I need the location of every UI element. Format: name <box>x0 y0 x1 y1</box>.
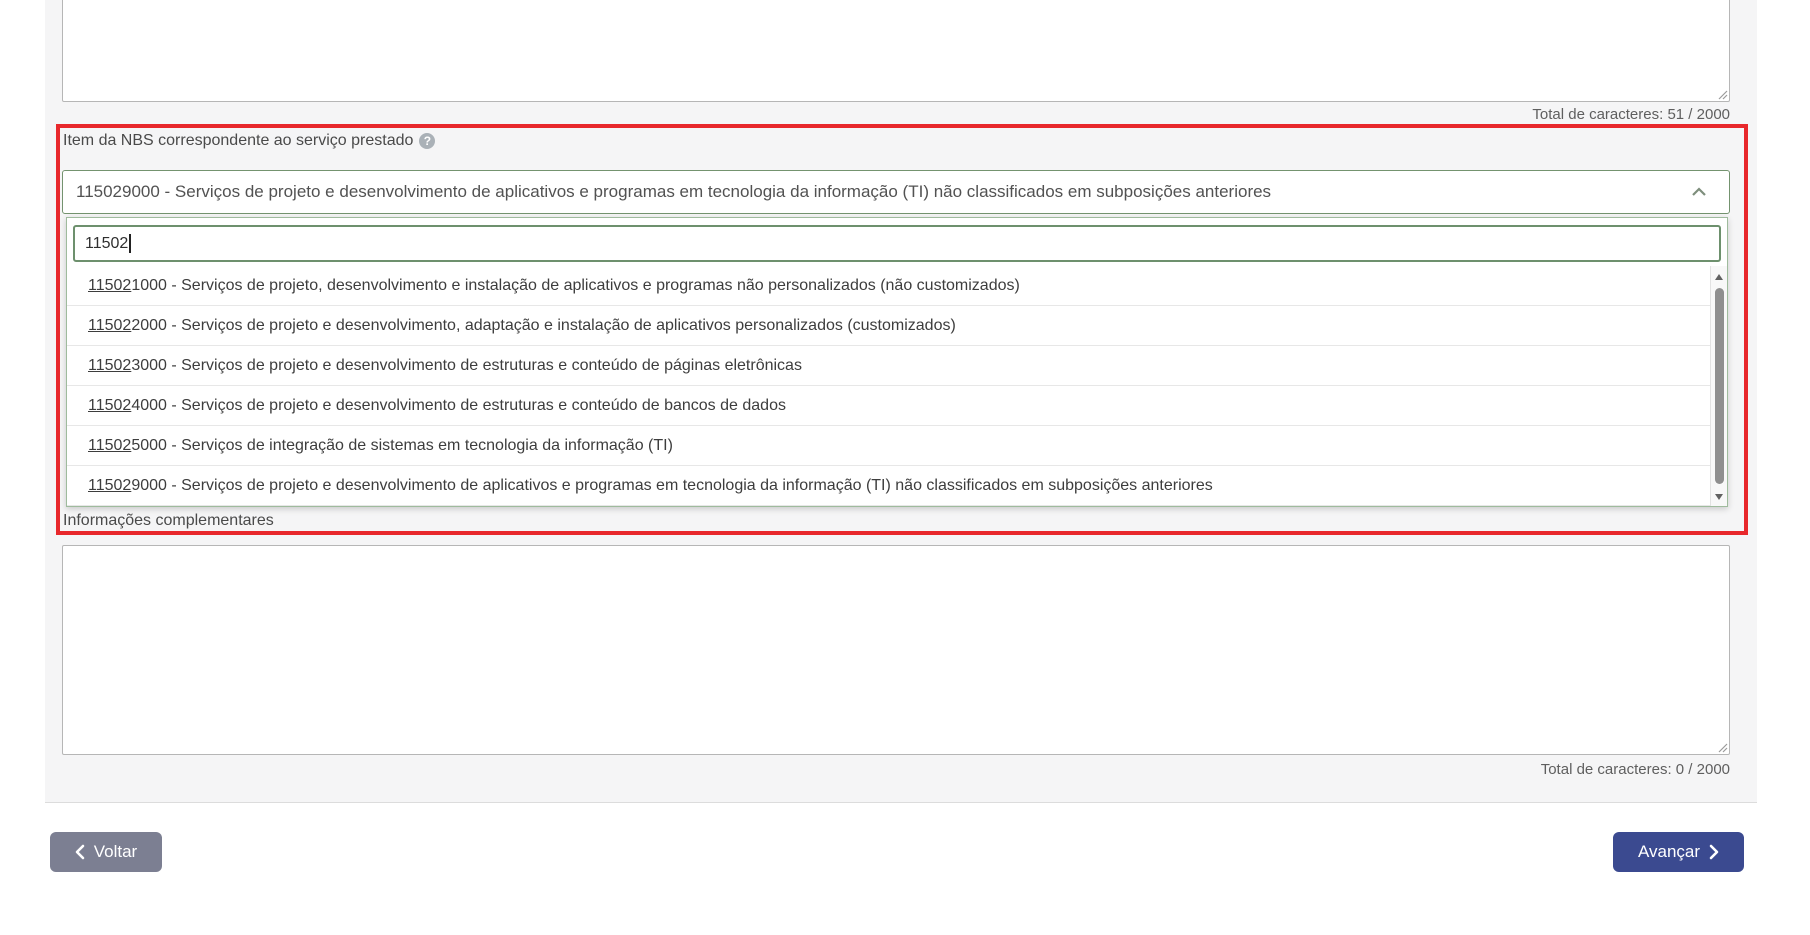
nbs-option[interactable] <box>67 266 1710 306</box>
nbs-dropdown <box>66 217 1728 507</box>
nbs-field-label <box>63 132 435 150</box>
form-panel <box>45 0 1757 803</box>
additional-info-label: Informações complementares <box>63 512 274 529</box>
option-match: 11502 <box>88 276 132 294</box>
nbs-option[interactable] <box>67 466 1710 506</box>
option-text: 5000 - Serviços de integração de sistemas em tecnologia da informação (TI) <box>131 436 673 454</box>
option-text: 3000 - Serviços de projeto e desenvolvimento de estruturas e conteúdo de páginas eletrônicas <box>131 356 802 374</box>
option-match: 11502 <box>88 316 132 334</box>
char-counter-additional: Total de caracteres: 0 / 2000 <box>1540 761 1730 778</box>
nbs-option[interactable] <box>67 426 1710 466</box>
nbs-search-input[interactable] <box>73 225 1721 262</box>
option-match: 11502 <box>88 476 132 494</box>
nbs-select[interactable] <box>62 170 1730 214</box>
next-button-label: Avançar <box>1637 842 1701 861</box>
dropdown-scrollbar[interactable] <box>1710 266 1727 506</box>
service-description-textarea[interactable] <box>62 0 1730 102</box>
nbs-option[interactable] <box>67 306 1710 346</box>
scrollbar-thumb[interactable] <box>1715 288 1724 484</box>
scroll-down-icon[interactable] <box>1715 494 1723 500</box>
nbs-option[interactable] <box>67 346 1710 386</box>
help-icon[interactable]: ? <box>419 133 435 149</box>
chevron-left-icon <box>75 844 85 860</box>
next-button[interactable] <box>1613 832 1744 872</box>
chevron-up-icon <box>1691 187 1707 197</box>
nbs-search-text: 11502 <box>85 234 129 252</box>
option-text: 9000 - Serviços de projeto e desenvolvimento de aplicativos e programas em tecnologia da informação (TI) não classificados em subposições anteriores <box>131 476 1213 494</box>
nbs-field-label-text: Item da NBS correspondente ao serviço prestado <box>63 132 414 149</box>
option-text: 1000 - Serviços de projeto, desenvolvimento e instalação de aplicativos e programas não personalizados (não customizados) <box>131 276 1020 294</box>
option-match: 11502 <box>88 396 132 414</box>
option-match: 11502 <box>88 436 132 454</box>
nbs-option[interactable] <box>67 386 1710 426</box>
option-match: 11502 <box>88 356 132 374</box>
char-counter-service: Total de caracteres: 51 / 2000 <box>1532 106 1730 123</box>
chevron-right-icon <box>1709 844 1719 860</box>
nbs-selected-value: 115029000 - Serviços de projeto e desenvolvimento de aplicativos e programas em tecnologia da informação (TI) não classificados em subposições anteriores <box>76 182 1272 201</box>
option-text: 4000 - Serviços de projeto e desenvolvimento de estruturas e conteúdo de bancos de dados <box>131 396 786 414</box>
scroll-up-icon[interactable] <box>1715 274 1723 280</box>
text-cursor <box>129 234 131 253</box>
back-button[interactable] <box>50 832 162 872</box>
option-text: 2000 - Serviços de projeto e desenvolvimento, adaptação e instalação de aplicativos personalizados (customizados) <box>131 316 956 334</box>
nbs-options-list <box>67 266 1710 506</box>
back-button-label: Voltar <box>93 842 138 861</box>
additional-info-textarea[interactable] <box>62 545 1730 755</box>
